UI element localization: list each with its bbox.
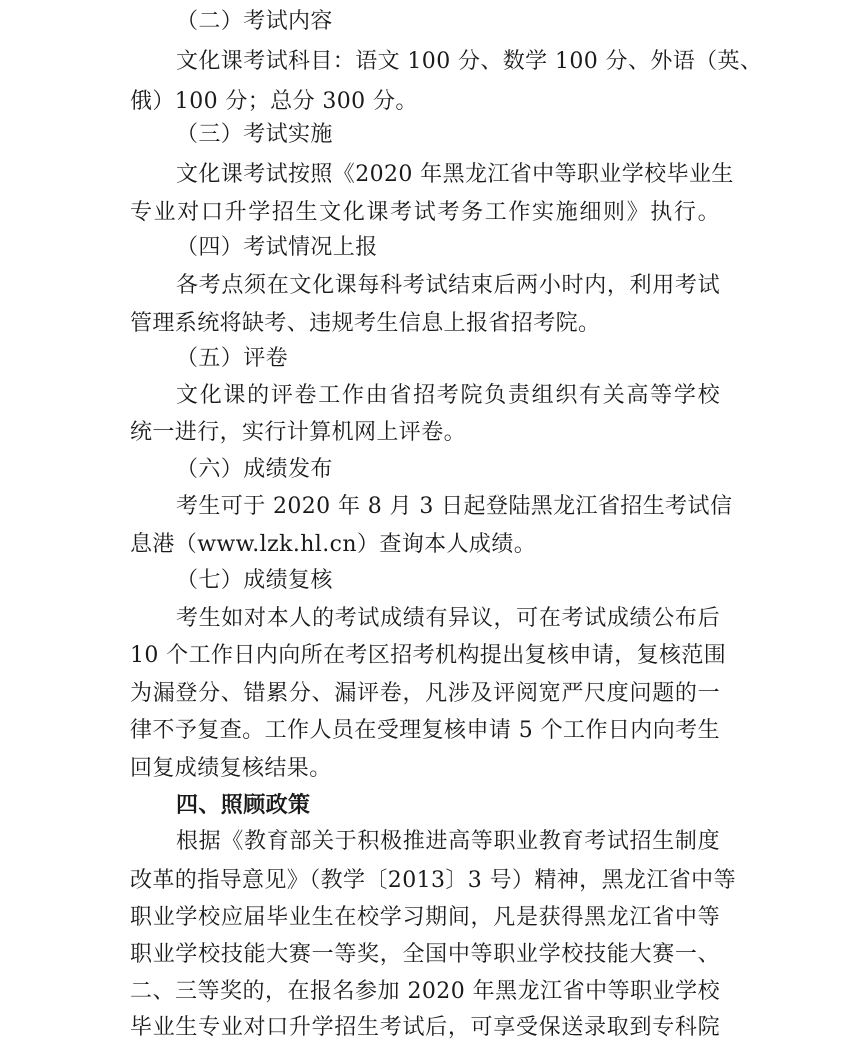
paragraph-line: 毕业生专业对口升学招生考试后，可享受保送录取到专科院	[130, 1015, 720, 1040]
paragraph-line: 俄）100 分；总分 300 分。	[130, 89, 418, 114]
paragraph-line: 考生可于 2020 年 8 月 3 日起登陆黑龙江省招生考试信	[176, 494, 733, 519]
paragraph-line: 管理系统将缺考、违规考生信息上报省招考院。	[130, 311, 601, 336]
paragraph-line: 10 个工作日内向所在考区招考机构提出复核申请，复核范围	[130, 643, 727, 668]
paragraph-line: 职业学校技能大赛一等奖，全国中等职业学校技能大赛一、	[130, 942, 720, 967]
section-heading-grading: （五）评卷	[176, 346, 289, 371]
paragraph-line: 职业学校应届毕业生在校学习期间，凡是获得黑龙江省中等	[130, 905, 720, 930]
paragraph-line: 二、三等奖的，在报名参加 2020 年黑龙江省中等职业学校	[130, 979, 720, 1004]
part-four-title: 四、照顾政策	[176, 793, 311, 818]
section-heading-content: （二）考试内容	[176, 9, 333, 34]
paragraph-line: 统一进行，实行计算机网上评卷。	[130, 420, 467, 445]
paragraph-line: 根据《教育部关于积极推进高等职业教育考试招生制度	[176, 829, 720, 854]
section-heading-implementation: （三）考试实施	[176, 122, 333, 147]
section-heading-review: （七）成绩复核	[176, 568, 333, 593]
paragraph-line: 文化课的评卷工作由省招考院负责组织有关高等学校	[176, 383, 720, 408]
paragraph-line: 回复成绩复核结果。	[130, 756, 332, 781]
paragraph-line: 文化课考试按照《2020 年黑龙江省中等职业学校毕业生	[176, 162, 734, 187]
paragraph-line: 考生如对本人的考试成绩有异议，可在考试成绩公布后	[176, 606, 720, 631]
paragraph-line: 专业对口升学招生文化课考试考务工作实施细则》执行。	[130, 200, 720, 225]
section-heading-results: （六）成绩发布	[176, 457, 333, 482]
paragraph-line: 息港（www.lzk.hl.cn）查询本人成绩。	[130, 532, 537, 557]
paragraph-line: 改革的指导意见》（教学〔2013〕3 号）精神，黑龙江省中等	[130, 868, 736, 893]
paragraph-line: 律不予复查。工作人员在受理复核申请 5 个工作日内向考生	[130, 718, 720, 743]
paragraph-line: 文化课考试科目：语文 100 分、数学 100 分、外语（英、	[176, 49, 763, 74]
paragraph-line: 各考点须在文化课每科考试结束后两小时内，利用考试	[176, 273, 720, 298]
section-heading-report: （四）考试情况上报	[176, 235, 378, 260]
paragraph-line: 为漏登分、错累分、漏评卷，凡涉及评阅宽严尺度问题的一	[130, 681, 720, 706]
